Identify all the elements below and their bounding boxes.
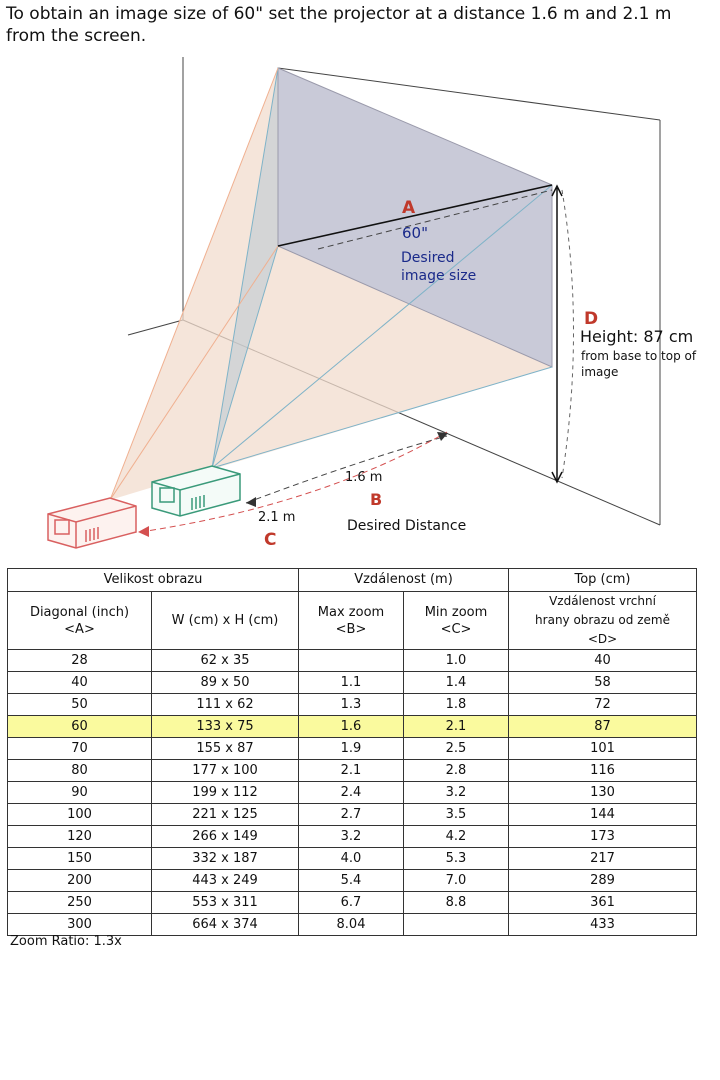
height-desc-line1: from base to top of — [581, 349, 697, 363]
cell-wh: 89 x 50 — [152, 672, 299, 694]
size-value: 60" — [402, 224, 428, 242]
cell-diagonal: 150 — [8, 848, 152, 870]
label-b: B — [370, 490, 383, 509]
cell-diagonal: 80 — [8, 760, 152, 782]
cell-top: 72 — [509, 694, 697, 716]
col-header-min-zoom — [404, 592, 509, 650]
table-row — [8, 738, 697, 760]
diagonal-header-line2: <A> — [64, 621, 95, 637]
far-projector — [48, 498, 136, 548]
dist-near: 1.6 m — [345, 470, 383, 485]
table-row — [8, 914, 697, 936]
height-arrow — [552, 186, 562, 482]
table-row — [8, 826, 697, 848]
table-row — [8, 782, 697, 804]
top-header-line2: hrany obrazu od země — [535, 613, 670, 627]
col-header-top — [509, 592, 697, 650]
col-header-wh: W (cm) x H (cm) — [152, 592, 299, 650]
cell-diagonal: 300 — [8, 914, 152, 936]
cell-top: 217 — [509, 848, 697, 870]
cell-top: 173 — [509, 826, 697, 848]
label-c: C — [264, 530, 277, 550]
cell-wh: 111 x 62 — [152, 694, 299, 716]
table-row — [8, 672, 697, 694]
table-row — [8, 870, 697, 892]
cell-max-zoom: 4.0 — [299, 848, 404, 870]
cell-diagonal: 200 — [8, 870, 152, 892]
arrow-far-tip — [138, 526, 149, 537]
table-row-highlighted — [8, 716, 697, 738]
table-row — [8, 848, 697, 870]
cell-diagonal: 120 — [8, 826, 152, 848]
cell-top: 116 — [509, 760, 697, 782]
cell-max-zoom: 1.3 — [299, 694, 404, 716]
desired-image-size-line1: Desired — [401, 250, 455, 266]
cell-diagonal: 70 — [8, 738, 152, 760]
cell-wh: 133 x 75 — [152, 716, 299, 738]
cell-top: 58 — [509, 672, 697, 694]
intro-text: To obtain an image size of 60" set the projector at a distance 1.6 m and 2.1 m from the screen. — [6, 4, 672, 46]
cell-max-zoom: 1.9 — [299, 738, 404, 760]
min-zoom-header-line1: Min zoom — [424, 604, 488, 620]
cell-min-zoom: 2.5 — [404, 738, 509, 760]
table-row — [8, 760, 697, 782]
cell-top: 361 — [509, 892, 697, 914]
cell-diagonal: 40 — [8, 672, 152, 694]
top-header-line3: <D> — [587, 632, 618, 646]
label-d: D — [584, 309, 599, 329]
cell-min-zoom: 2.1 — [404, 716, 509, 738]
cell-min-zoom: 1.4 — [404, 672, 509, 694]
cell-top: 40 — [509, 650, 697, 672]
zoom-ratio-note: Zoom Ratio: 1.3x — [10, 934, 122, 949]
cell-max-zoom: 1.6 — [299, 716, 404, 738]
cell-min-zoom: 5.3 — [404, 848, 509, 870]
col-header-max-zoom — [299, 592, 404, 650]
table-row — [8, 694, 697, 716]
table-row — [8, 892, 697, 914]
cell-wh: 62 x 35 — [152, 650, 299, 672]
group-header-distance: Vzdálenost (m) — [299, 569, 509, 592]
cell-max-zoom: 8.04 — [299, 914, 404, 936]
cell-wh: 443 x 249 — [152, 870, 299, 892]
max-zoom-header-line1: Max zoom — [317, 604, 385, 620]
desired-distance: Desired Distance — [347, 518, 467, 534]
cell-top: 101 — [509, 738, 697, 760]
group-header-image-size: Velikost obrazu — [8, 569, 299, 592]
cell-wh: 177 x 100 — [152, 760, 299, 782]
cell-diagonal: 50 — [8, 694, 152, 716]
cell-min-zoom: 8.8 — [404, 892, 509, 914]
cell-diagonal: 90 — [8, 782, 152, 804]
projection-size-table — [7, 568, 697, 936]
desired-image-size-line2: image size — [401, 268, 477, 284]
cell-wh: 221 x 125 — [152, 804, 299, 826]
diagonal-header-line1: Diagonal (inch) — [29, 604, 130, 620]
cell-diagonal: 250 — [8, 892, 152, 914]
projection-diagram — [0, 52, 720, 552]
table-body — [8, 650, 697, 936]
max-zoom-header-line2: <B> — [335, 621, 367, 637]
cell-top: 144 — [509, 804, 697, 826]
cell-max-zoom: 1.1 — [299, 672, 404, 694]
cell-max-zoom: 2.4 — [299, 782, 404, 804]
height-text: Height: 87 cm — [580, 327, 694, 346]
cell-diagonal: 60 — [8, 716, 152, 738]
cell-max-zoom: 5.4 — [299, 870, 404, 892]
table-row — [8, 650, 697, 672]
cell-min-zoom: 1.8 — [404, 694, 509, 716]
cell-max-zoom: 3.2 — [299, 826, 404, 848]
cell-min-zoom: 2.8 — [404, 760, 509, 782]
cell-min-zoom: 4.2 — [404, 826, 509, 848]
height-dashed-arc — [562, 190, 574, 478]
cell-max-zoom — [299, 650, 404, 672]
cell-wh: 266 x 149 — [152, 826, 299, 848]
cell-wh: 664 x 374 — [152, 914, 299, 936]
cell-diagonal: 100 — [8, 804, 152, 826]
cell-wh: 553 x 311 — [152, 892, 299, 914]
cell-min-zoom: 7.0 — [404, 870, 509, 892]
cell-min-zoom: 1.0 — [404, 650, 509, 672]
cell-wh: 155 x 87 — [152, 738, 299, 760]
cell-top: 130 — [509, 782, 697, 804]
table-row — [8, 804, 697, 826]
cell-max-zoom: 2.1 — [299, 760, 404, 782]
min-zoom-header-line2: <C> — [440, 621, 472, 637]
cell-max-zoom: 6.7 — [299, 892, 404, 914]
cell-min-zoom: 3.2 — [404, 782, 509, 804]
cell-min-zoom: 3.5 — [404, 804, 509, 826]
height-desc-line2: image — [581, 365, 619, 379]
cell-top: 433 — [509, 914, 697, 936]
dist-far: 2.1 m — [258, 510, 296, 525]
col-header-diagonal — [8, 592, 152, 650]
cell-top: 289 — [509, 870, 697, 892]
cell-wh: 199 x 112 — [152, 782, 299, 804]
label-a: A — [402, 198, 416, 218]
cell-max-zoom: 2.7 — [299, 804, 404, 826]
cell-min-zoom — [404, 914, 509, 936]
group-header-top: Top (cm) — [509, 569, 697, 592]
cell-diagonal: 28 — [8, 650, 152, 672]
cell-top: 87 — [509, 716, 697, 738]
cell-wh: 332 x 187 — [152, 848, 299, 870]
top-header-line1: Vzdálenost vrchní — [549, 594, 656, 608]
